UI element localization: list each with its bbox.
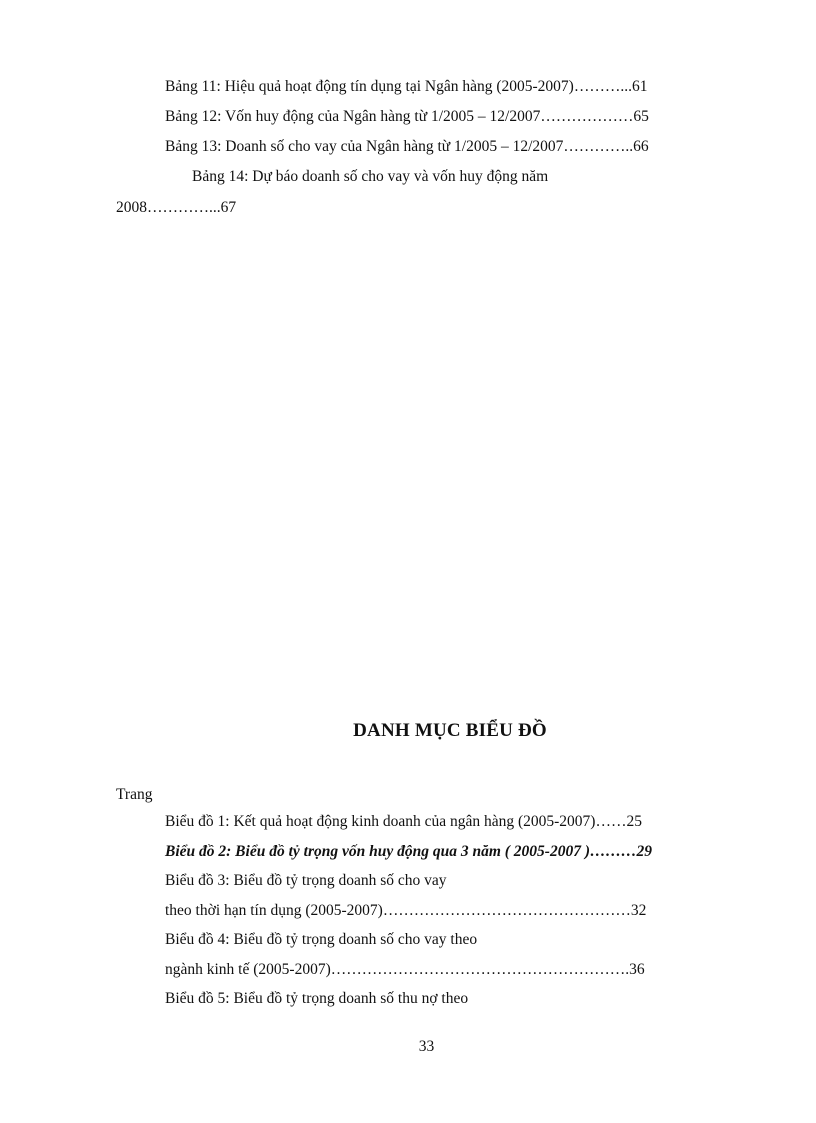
toc-entry-table-14: Bảng 14: Dự báo doanh số cho vay và vốn huy động năm [192,168,549,185]
toc-entry-chart-3: Biểu đồ 3: Biểu đồ tỷ trọng doanh số cho vay [165,872,447,889]
toc-entry-table-13: Bảng 13: Doanh số cho vay của Ngân hàng từ 1/2005 – 12/2007…………..66 [165,138,649,155]
page-number: 33 [418,1038,435,1055]
toc-entry-chart-4: Biểu đồ 4: Biểu đồ tỷ trọng doanh số cho vay theo [165,931,478,948]
toc-entry-chart-1: Biểu đồ 1: Kết quả hoạt động kinh doanh của ngân hàng (2005-2007)……25 [165,813,642,830]
toc-entry-table-11: Bảng 11: Hiệu quả hoạt động tín dụng tại Ngân hàng (2005-2007)………...61 [165,78,648,95]
toc-entry-table-12: Bảng 12: Vốn huy động của Ngân hàng từ 1/2005 – 12/2007………………65 [165,108,649,125]
toc-entry-chart-5: Biểu đồ 5: Biểu đồ tỷ trọng doanh số thu nợ theo [165,990,469,1007]
toc-entry-chart-4-continued: ngành kinh tế (2005-2007)………………………………………………….36 [165,961,645,978]
toc-entry-table-14-continued: 2008…………...67 [116,199,237,216]
page-column-label: Trang [116,786,153,803]
toc-entry-chart-3-continued: theo thời hạn tín dụng (2005-2007)…………………………………………32 [165,902,647,919]
toc-entry-chart-2: Biểu đồ 2: Biểu đồ tỷ trọng vốn huy động qua 3 năm ( 2005-2007 )………29 [165,843,652,860]
section-title: DANH MỤC BIỂU ĐỒ [353,720,547,741]
